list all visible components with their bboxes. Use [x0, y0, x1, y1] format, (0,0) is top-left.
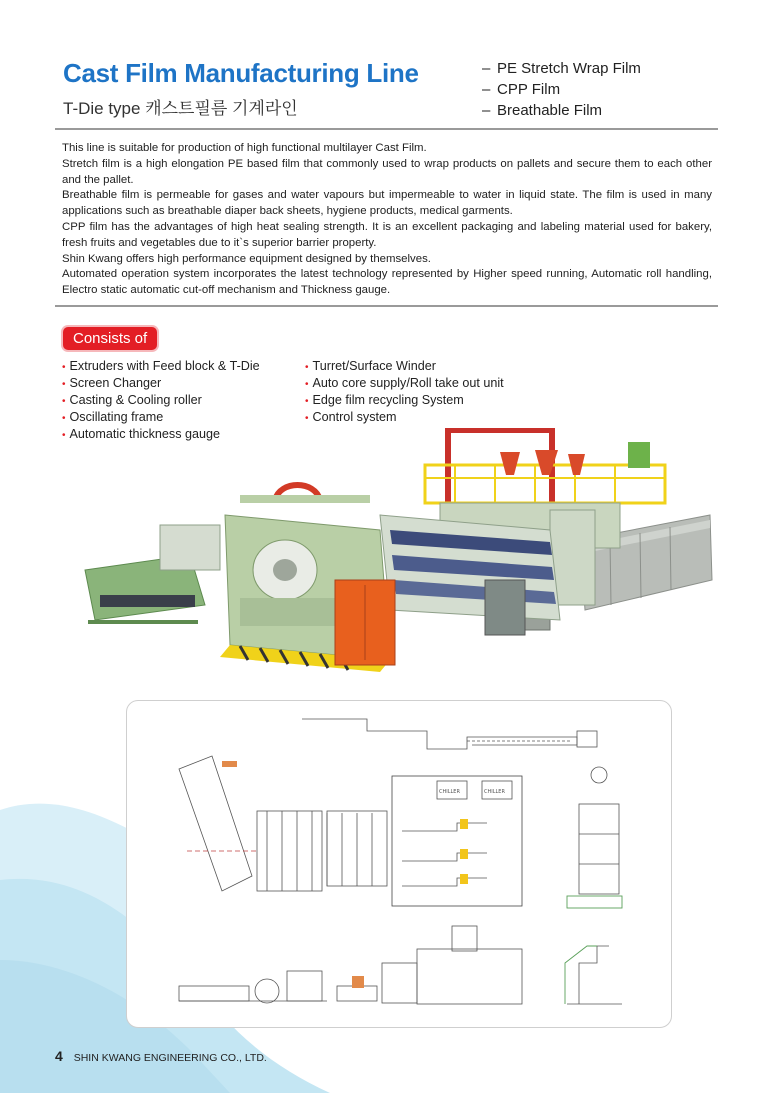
intro-paragraph: Shin Kwang offers high performance equipment designed by themselves.: [62, 252, 431, 265]
chiller-label: CHILLER: [484, 789, 505, 795]
intro-paragraph: CPP film has the advantages of high heat sealing strength. It is an excellent packaging and labeling material used for bakery, fresh fruits and vegetables due to it`s superior barrier property.: [62, 220, 712, 249]
component-item: • Casting & Cooling roller: [62, 393, 202, 407]
intro-paragraph: Breathable film is permeable for gases and water vapours but impermeable to water in liquid state. The film is used in many applications such as breathable diaper back sheets, hygiene products, medical garments.: [62, 189, 712, 218]
component-item: • Extruders with Feed block & T-Die: [62, 359, 260, 373]
components-list-right: [305, 358, 504, 426]
film-type-list: [482, 58, 641, 121]
intro-paragraph: This line is suitable for production of high functional multilayer Cast Film.: [62, 142, 427, 154]
chiller-label: CHILLER: [439, 789, 460, 795]
intro-text: [62, 141, 712, 299]
page-number: 4: [55, 1048, 63, 1064]
machine-photo: [80, 420, 715, 682]
technical-drawing: [127, 701, 671, 1027]
divider-mid: [55, 305, 718, 307]
film-type-item: – PE Stretch Wrap Film: [482, 60, 641, 77]
component-item: • Screen Changer: [62, 376, 162, 390]
page-footer: [55, 1048, 267, 1064]
company-name: SHIN KWANG ENGINEERING CO., LTD.: [73, 1052, 267, 1064]
component-item: • Turret/Surface Winder: [305, 359, 436, 373]
layout-drawing: [126, 700, 672, 1028]
divider-top: [55, 128, 718, 130]
component-item: • Control system: [305, 410, 397, 424]
component-item: • Edge film recycling System: [305, 393, 464, 407]
intro-paragraph: Automated operation system incorporates the latest technology represented by Higher speed running, Automatic roll handling, Electro static automatic cut-off mechanism and Thickness gauge.: [62, 268, 712, 297]
intro-paragraph: Stretch film is a high elongation PE based film that commonly used to wrap products on pallets and secure them to each other and the pallet.: [62, 157, 712, 186]
component-item: • Auto core supply/Roll take out unit: [305, 376, 504, 390]
component-item: • Oscillating frame: [62, 410, 164, 424]
film-type-item: – CPP Film: [482, 81, 561, 98]
page-title: Cast Film Manufacturing Line: [63, 58, 419, 88]
component-item: • Automatic thickness gauge: [62, 427, 221, 441]
consists-of-badge: Consists of: [63, 327, 157, 350]
page-subtitle: T-Die type 캐스트필름 기계라인: [63, 99, 298, 118]
film-type-item: – Breathable Film: [482, 102, 603, 119]
